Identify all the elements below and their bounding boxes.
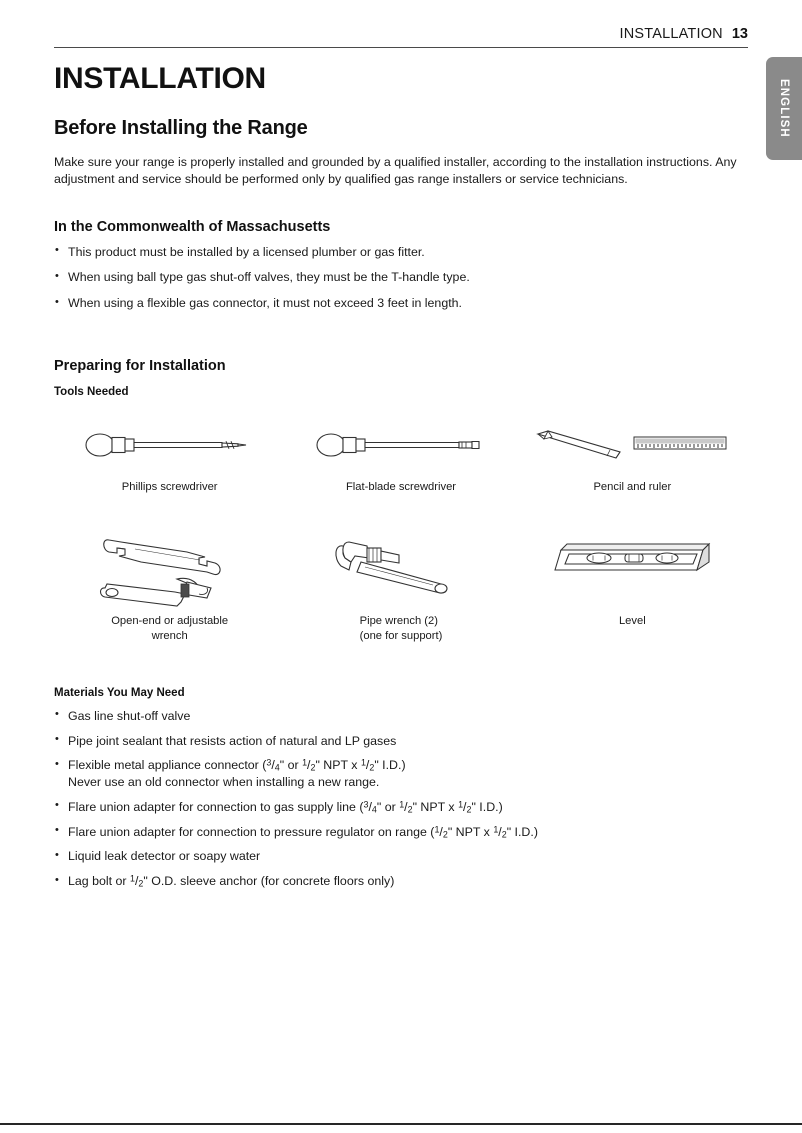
fraction: $^1$/2 bbox=[434, 823, 448, 840]
fraction: $^1$/2 bbox=[493, 823, 507, 840]
section-heading-preparing: Preparing for Installation bbox=[54, 357, 226, 374]
text-segment: " O.D. sleeve anchor (for concrete floors only) bbox=[143, 874, 395, 889]
list-item-second-line: Never use an old connector when installing a new range. bbox=[68, 775, 380, 790]
flat-blade-screwdriver-icon bbox=[285, 414, 516, 476]
fraction: $^1$/2 bbox=[130, 873, 144, 889]
tool-pipe-wrench bbox=[285, 524, 516, 643]
section-heading-before-installing: Before Installing the Range bbox=[54, 116, 308, 139]
fraction: $^1$/2 bbox=[399, 799, 413, 815]
text-segment: " I.D.) bbox=[374, 758, 406, 773]
tool-caption: Pencil and ruler bbox=[593, 480, 672, 493]
language-tab-label: ENGLISH bbox=[778, 79, 790, 138]
fraction: $^1$/2 bbox=[458, 799, 472, 815]
fraction: $^3$/4 bbox=[266, 757, 280, 773]
list-item: • When using a flexible gas connector, it must not exceed 3 feet in length. bbox=[54, 295, 748, 312]
tool-caption-line-2: (one for support) bbox=[359, 629, 443, 642]
fraction: $^1$/2 bbox=[302, 757, 316, 773]
tool-caption: Phillips screwdriver bbox=[121, 480, 218, 493]
tool-pencil-and-ruler bbox=[517, 414, 748, 494]
text-segment: " NPT x bbox=[412, 799, 459, 814]
header-divider bbox=[54, 47, 748, 48]
text-segment: Flare union adapter for connection to pressure regulator on range ( bbox=[68, 824, 435, 839]
footer-divider bbox=[0, 1123, 802, 1125]
pipe-wrench-icon bbox=[285, 524, 516, 610]
text-segment: " NPT x bbox=[315, 758, 361, 773]
list-item: • Pipe joint sealant that resists action of natural and LP gases bbox=[54, 733, 748, 750]
page-title: INSTALLATION bbox=[54, 62, 266, 95]
text-segment: " I.D.) bbox=[506, 824, 538, 839]
page-number: 13 bbox=[731, 26, 748, 42]
tool-open-end-adjustable-wrench bbox=[54, 524, 285, 643]
massachusetts-bullet-list bbox=[54, 244, 748, 312]
list-item bbox=[54, 873, 748, 890]
intro-paragraph: Make sure your range is properly installed and grounded by a qualified installer, according to the installation instructions. Any adjustment and service should be performed only by qualified gas range installers or service technicians. bbox=[54, 154, 737, 187]
tool-caption-line-2: wrench bbox=[151, 629, 188, 642]
phillips-screwdriver-icon bbox=[54, 414, 285, 476]
tools-row-2 bbox=[54, 524, 748, 643]
materials-heading: Materials You May Need bbox=[54, 686, 185, 699]
section-heading-massachusetts: In the Commonwealth of Massachusetts bbox=[54, 218, 331, 235]
pencil-and-ruler-icon bbox=[517, 414, 748, 476]
tool-caption-line-1: Pipe wrench (2) bbox=[359, 615, 438, 628]
tool-phillips-screwdriver bbox=[54, 414, 285, 494]
language-tab bbox=[766, 57, 802, 160]
tools-grid bbox=[54, 414, 748, 643]
level-icon bbox=[517, 524, 748, 610]
text-segment: " or bbox=[376, 799, 400, 814]
list-item bbox=[54, 757, 748, 790]
open-end-adjustable-wrench-icon bbox=[54, 524, 285, 610]
list-item: • When using ball type gas shut-off valves, they must be the T-handle type. bbox=[54, 269, 748, 286]
text-segment: Flare union adapter for connection to gas supply line ( bbox=[68, 799, 364, 814]
tool-flat-blade-screwdriver bbox=[285, 414, 516, 494]
page-content bbox=[54, 58, 748, 898]
list-item: • This product must be installed by a licensed plumber or gas fitter. bbox=[54, 244, 748, 261]
tool-caption: Flat-blade screwdriver bbox=[345, 480, 457, 493]
running-header bbox=[54, 26, 748, 48]
list-item bbox=[54, 799, 748, 816]
tool-caption: Level bbox=[618, 615, 646, 628]
text-segment: " NPT x bbox=[447, 824, 494, 839]
tool-level bbox=[517, 524, 748, 643]
tool-caption-line-1: Open-end or adjustable bbox=[111, 615, 229, 628]
materials-bullet-list bbox=[54, 708, 748, 890]
tool-caption bbox=[111, 614, 228, 643]
list-item bbox=[54, 824, 748, 841]
text-segment: " or bbox=[279, 758, 303, 773]
fraction: $^1$/2 bbox=[360, 757, 375, 773]
tools-row-1 bbox=[54, 414, 748, 494]
tools-needed-heading: Tools Needed bbox=[54, 385, 129, 398]
fraction: $^3$/4 bbox=[363, 799, 377, 815]
header-section-title: INSTALLATION bbox=[619, 26, 723, 42]
list-item: • Liquid leak detector or soapy water bbox=[54, 848, 748, 865]
list-item: • Gas line shut-off valve bbox=[54, 708, 748, 725]
text-segment: Flexible metal appliance connector ( bbox=[68, 758, 267, 773]
tool-caption bbox=[360, 614, 443, 643]
text-segment: Lag bolt or bbox=[68, 874, 130, 889]
text-segment: " I.D.) bbox=[471, 799, 503, 814]
